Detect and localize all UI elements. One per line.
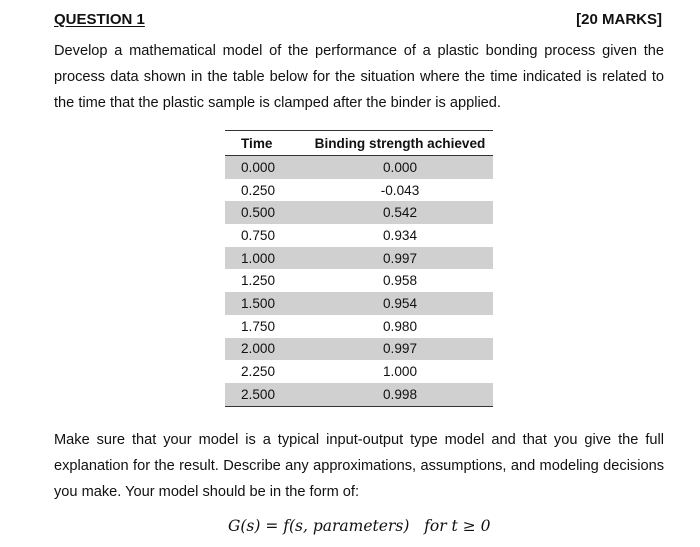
table-row <box>225 360 493 383</box>
table-header-row <box>225 131 493 156</box>
table-row <box>225 383 493 406</box>
table-row <box>225 179 493 202</box>
question-marks: [20 MARKS] <box>576 10 662 28</box>
time-cell: 2.250 <box>241 364 276 380</box>
time-cell: 2.000 <box>225 338 307 361</box>
time-cell: 0.500 <box>225 201 307 224</box>
table-row <box>225 156 493 179</box>
instructions-paragraph: Make sure that your model is a typical input-output type model and that you give the full explanation for the result. Describe any approximations, assumptions, and modeling decisions you make. Your model should be in the form of: <box>54 432 664 500</box>
table-row <box>225 292 493 315</box>
time-cell: 1.250 <box>241 273 276 289</box>
strength-cell: 0.958 <box>382 273 418 289</box>
time-cell: 1.750 <box>241 318 276 334</box>
table-row <box>225 315 493 338</box>
strength-cell: 0.954 <box>307 292 493 315</box>
time-cell: 0.750 <box>241 227 276 243</box>
strength-cell: 0.542 <box>307 201 493 224</box>
strength-cell: 0.998 <box>307 383 493 406</box>
time-cell: 2.500 <box>225 383 307 406</box>
table-row <box>225 269 493 292</box>
time-cell: 1.000 <box>225 247 307 270</box>
time-cell: 0.000 <box>225 156 307 179</box>
model-formula: G(s) = f(s, parameters) for t ≥ 0 <box>228 517 491 535</box>
strength-cell: 0.997 <box>307 247 493 270</box>
table-row <box>225 201 493 224</box>
strength-cell: 1.000 <box>382 364 418 380</box>
process-data-table <box>225 130 493 407</box>
time-cell: 1.500 <box>225 292 307 315</box>
time-cell: 0.250 <box>241 182 276 198</box>
strength-cell: 0.997 <box>307 338 493 361</box>
question-intro-paragraph: Develop a mathematical model of the performance of a plastic bonding process given the process data shown in the table below for the situation where the time indicated is related to the time that the plastic sample is clamped after the binder is applied. <box>54 43 664 111</box>
table-row <box>225 338 493 361</box>
table-row <box>225 224 493 247</box>
strength-cell: 0.934 <box>382 227 418 243</box>
table-row <box>225 247 493 270</box>
question-header <box>54 9 662 29</box>
question-title: QUESTION 1 <box>54 10 145 28</box>
strength-column-header: Binding strength achieved <box>307 131 493 156</box>
strength-cell: 0.000 <box>307 156 493 179</box>
strength-cell: -0.043 <box>380 182 420 198</box>
strength-cell: 0.980 <box>382 318 418 334</box>
time-column-header: Time <box>225 131 307 156</box>
